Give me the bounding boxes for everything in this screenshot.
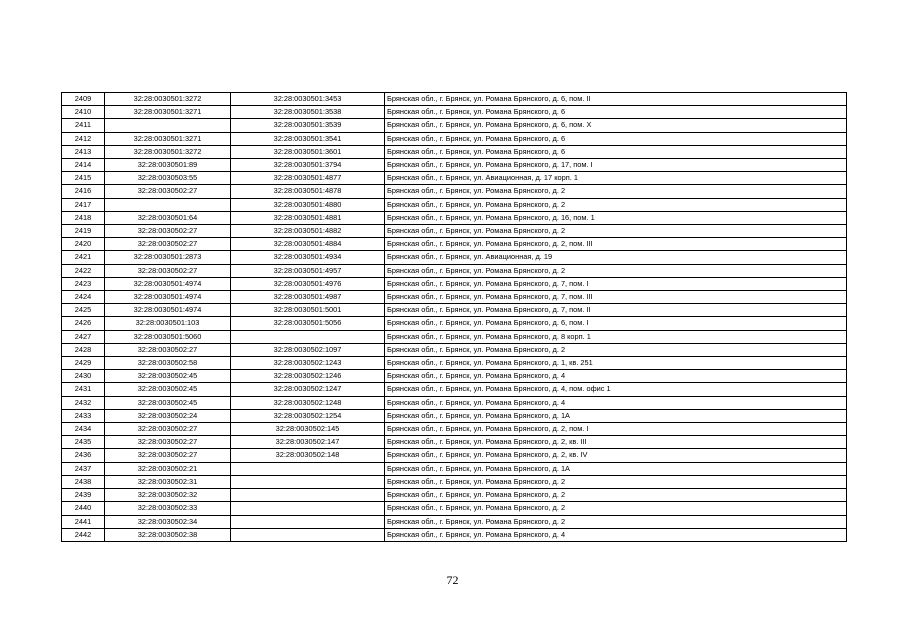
address-cell: Брянская обл., г. Брянск, ул. Романа Брянского, д. 1А — [385, 462, 847, 475]
row-number-cell: 2419 — [62, 225, 105, 238]
object-number-cell: 32:28:0030501:3539 — [231, 119, 385, 132]
table-row — [62, 238, 847, 251]
object-number-cell: 32:28:0030501:4880 — [231, 198, 385, 211]
row-number-cell: 2420 — [62, 238, 105, 251]
object-number-cell: 32:28:0030502:1243 — [231, 357, 385, 370]
row-number-cell: 2421 — [62, 251, 105, 264]
object-number-cell: 32:28:0030502:1254 — [231, 409, 385, 422]
address-cell: Брянская обл., г. Брянск, ул. Романа Брянского, д. 7, пом. II — [385, 304, 847, 317]
row-number-cell: 2428 — [62, 343, 105, 356]
row-number-cell: 2423 — [62, 277, 105, 290]
row-number-cell: 2427 — [62, 330, 105, 343]
address-cell: Брянская обл., г. Брянск, ул. Романа Брянского, д. 7, пом. I — [385, 277, 847, 290]
parcel-number-cell: 32:28:0030501:3271 — [105, 106, 231, 119]
parcel-number-cell: 32:28:0030501:3272 — [105, 93, 231, 106]
object-number-cell: 32:28:0030501:4878 — [231, 185, 385, 198]
table-row — [62, 489, 847, 502]
table-row — [62, 357, 847, 370]
row-number-cell: 2432 — [62, 396, 105, 409]
object-number-cell: 32:28:0030502:147 — [231, 436, 385, 449]
address-cell: Брянская обл., г. Брянск, ул. Романа Брянского, д. 6, пом. II — [385, 93, 847, 106]
row-number-cell: 2435 — [62, 436, 105, 449]
table-row — [62, 317, 847, 330]
object-number-cell: 32:28:0030501:4976 — [231, 277, 385, 290]
object-number-cell: 32:28:0030502:1097 — [231, 343, 385, 356]
row-number-cell: 2417 — [62, 198, 105, 211]
table-row — [62, 370, 847, 383]
address-cell: Брянская обл., г. Брянск, ул. Романа Брянского, д. 4 — [385, 396, 847, 409]
table-row — [62, 277, 847, 290]
parcel-number-cell: 32:28:0030502:58 — [105, 357, 231, 370]
address-cell: Брянская обл., г. Брянск, ул. Авиационная, д. 17 корп. 1 — [385, 172, 847, 185]
parcel-number-cell: 32:28:0030501:3272 — [105, 145, 231, 158]
parcel-number-cell: 32:28:0030502:27 — [105, 423, 231, 436]
table-row — [62, 502, 847, 515]
row-number-cell: 2414 — [62, 159, 105, 172]
table-row — [62, 145, 847, 158]
address-cell: Брянская обл., г. Брянск, ул. Романа Брянского, д. 6 — [385, 145, 847, 158]
row-number-cell: 2433 — [62, 409, 105, 422]
table-row — [62, 396, 847, 409]
object-number-cell — [231, 515, 385, 528]
object-number-cell — [231, 330, 385, 343]
parcel-number-cell: 32:28:0030502:38 — [105, 528, 231, 541]
parcel-number-cell: 32:28:0030501:4974 — [105, 277, 231, 290]
table-row — [62, 251, 847, 264]
row-number-cell: 2429 — [62, 357, 105, 370]
row-number-cell: 2441 — [62, 515, 105, 528]
object-number-cell: 32:28:0030501:3601 — [231, 145, 385, 158]
parcel-number-cell: 32:28:0030502:27 — [105, 436, 231, 449]
table-row — [62, 409, 847, 422]
address-cell: Брянская обл., г. Брянск, ул. Романа Брянского, д. 6 — [385, 106, 847, 119]
address-cell: Брянская обл., г. Брянск, ул. Романа Брянского, д. 16, пом. 1 — [385, 211, 847, 224]
table-row — [62, 528, 847, 541]
address-cell: Брянская обл., г. Брянск, ул. Романа Брянского, д. 2, пом. III — [385, 238, 847, 251]
row-number-cell: 2434 — [62, 423, 105, 436]
address-cell: Брянская обл., г. Брянск, ул. Романа Брянского, д. 6, пом. I — [385, 317, 847, 330]
parcel-number-cell: 32:28:0030502:31 — [105, 475, 231, 488]
object-number-cell: 32:28:0030502:1247 — [231, 383, 385, 396]
object-number-cell — [231, 502, 385, 515]
address-cell: Брянская обл., г. Брянск, ул. Романа Брянского, д. 2 — [385, 515, 847, 528]
row-number-cell: 2438 — [62, 475, 105, 488]
address-cell: Брянская обл., г. Брянск, ул. Романа Брянского, д. 7, пом. III — [385, 291, 847, 304]
object-number-cell: 32:28:0030502:1248 — [231, 396, 385, 409]
parcel-number-cell: 32:28:0030502:27 — [105, 225, 231, 238]
object-number-cell: 32:28:0030501:3538 — [231, 106, 385, 119]
parcel-number-cell: 32:28:0030502:27 — [105, 449, 231, 462]
parcel-number-cell: 32:28:0030502:45 — [105, 370, 231, 383]
table-body — [62, 93, 847, 542]
row-number-cell: 2431 — [62, 383, 105, 396]
address-cell: Брянская обл., г. Брянск, ул. Романа Брянского, д. 4 — [385, 370, 847, 383]
row-number-cell: 2439 — [62, 489, 105, 502]
address-cell: Брянская обл., г. Брянск, ул. Романа Брянского, д. 2, пом. I — [385, 423, 847, 436]
object-number-cell: 32:28:0030501:4881 — [231, 211, 385, 224]
parcel-number-cell: 32:28:0030502:45 — [105, 383, 231, 396]
object-number-cell: 32:28:0030502:1246 — [231, 370, 385, 383]
object-number-cell: 32:28:0030501:3453 — [231, 93, 385, 106]
object-number-cell: 32:28:0030501:5056 — [231, 317, 385, 330]
object-number-cell: 32:28:0030501:4934 — [231, 251, 385, 264]
address-cell: Брянская обл., г. Брянск, ул. Романа Брянского, д. 2 — [385, 198, 847, 211]
table-row — [62, 172, 847, 185]
object-number-cell: 32:28:0030501:4884 — [231, 238, 385, 251]
row-number-cell: 2440 — [62, 502, 105, 515]
object-number-cell: 32:28:0030501:3794 — [231, 159, 385, 172]
row-number-cell: 2430 — [62, 370, 105, 383]
address-cell: Брянская обл., г. Брянск, ул. Романа Брянского, д. 2 — [385, 502, 847, 515]
address-cell: Брянская обл., г. Брянск, ул. Романа Брянского, д. 6, пом. X — [385, 119, 847, 132]
address-cell: Брянская обл., г. Брянск, ул. Романа Брянского, д. 2, кв. IV — [385, 449, 847, 462]
parcel-number-cell: 32:28:0030501:4974 — [105, 291, 231, 304]
parcel-number-cell: 32:28:0030501:2873 — [105, 251, 231, 264]
row-number-cell: 2412 — [62, 132, 105, 145]
table-row — [62, 185, 847, 198]
table-row — [62, 383, 847, 396]
address-cell: Брянская обл., г. Брянск, ул. Романа Брянского, д. 2 — [385, 489, 847, 502]
object-number-cell — [231, 489, 385, 502]
table-row — [62, 291, 847, 304]
table-row — [62, 436, 847, 449]
address-cell: Брянская обл., г. Брянск, ул. Романа Брянского, д. 2 — [385, 475, 847, 488]
address-cell: Брянская обл., г. Брянск, ул. Романа Брянского, д. 2 — [385, 343, 847, 356]
object-number-cell: 32:28:0030502:148 — [231, 449, 385, 462]
parcel-number-cell: 32:28:0030502:27 — [105, 264, 231, 277]
row-number-cell: 2426 — [62, 317, 105, 330]
object-number-cell: 32:28:0030501:3541 — [231, 132, 385, 145]
object-number-cell: 32:28:0030501:4877 — [231, 172, 385, 185]
parcel-number-cell: 32:28:0030501:64 — [105, 211, 231, 224]
address-cell: Брянская обл., г. Брянск, ул. Романа Брянского, д. 1, кв. 251 — [385, 357, 847, 370]
table-row — [62, 106, 847, 119]
parcel-number-cell: 32:28:0030501:103 — [105, 317, 231, 330]
parcel-number-cell: 32:28:0030502:21 — [105, 462, 231, 475]
address-cell: Брянская обл., г. Брянск, ул. Романа Брянского, д. 2 — [385, 225, 847, 238]
parcel-number-cell: 32:28:0030501:89 — [105, 159, 231, 172]
row-number-cell: 2436 — [62, 449, 105, 462]
address-cell: Брянская обл., г. Брянск, ул. Романа Брянского, д. 2 — [385, 185, 847, 198]
table-row — [62, 330, 847, 343]
row-number-cell: 2410 — [62, 106, 105, 119]
table-row — [62, 198, 847, 211]
table-row — [62, 304, 847, 317]
parcel-number-cell: 32:28:0030502:32 — [105, 489, 231, 502]
object-number-cell: 32:28:0030501:4882 — [231, 225, 385, 238]
row-number-cell: 2425 — [62, 304, 105, 317]
object-number-cell: 32:28:0030501:4957 — [231, 264, 385, 277]
parcel-number-cell: 32:28:0030502:45 — [105, 396, 231, 409]
address-cell: Брянская обл., г. Брянск, ул. Романа Брянского, д. 17, пом. I — [385, 159, 847, 172]
table-row — [62, 462, 847, 475]
object-number-cell: 32:28:0030501:5001 — [231, 304, 385, 317]
row-number-cell: 2416 — [62, 185, 105, 198]
address-cell: Брянская обл., г. Брянск, ул. Романа Брянского, д. 2, кв. III — [385, 436, 847, 449]
parcel-number-cell: 32:28:0030501:5060 — [105, 330, 231, 343]
object-number-cell: 32:28:0030502:145 — [231, 423, 385, 436]
address-cell: Брянская обл., г. Брянск, ул. Романа Брянского, д. 2 — [385, 264, 847, 277]
table-row — [62, 93, 847, 106]
address-cell: Брянская обл., г. Брянск, ул. Романа Брянского, д. 8 корп. 1 — [385, 330, 847, 343]
table-row — [62, 264, 847, 277]
object-number-cell — [231, 475, 385, 488]
table-row — [62, 423, 847, 436]
row-number-cell: 2422 — [62, 264, 105, 277]
row-number-cell: 2424 — [62, 291, 105, 304]
table-row — [62, 343, 847, 356]
row-number-cell: 2437 — [62, 462, 105, 475]
parcel-number-cell: 32:28:0030502:34 — [105, 515, 231, 528]
table-row — [62, 225, 847, 238]
parcel-number-cell — [105, 119, 231, 132]
address-cell: Брянская обл., г. Брянск, ул. Романа Брянского, д. 4 — [385, 528, 847, 541]
parcel-number-cell: 32:28:0030501:4974 — [105, 304, 231, 317]
parcel-number-cell — [105, 198, 231, 211]
parcel-number-cell: 32:28:0030501:3271 — [105, 132, 231, 145]
object-number-cell — [231, 462, 385, 475]
table-row — [62, 449, 847, 462]
row-number-cell: 2442 — [62, 528, 105, 541]
table-row — [62, 211, 847, 224]
row-number-cell: 2418 — [62, 211, 105, 224]
parcel-number-cell: 32:28:0030502:27 — [105, 238, 231, 251]
object-number-cell: 32:28:0030501:4987 — [231, 291, 385, 304]
object-number-cell — [231, 528, 385, 541]
table-row — [62, 119, 847, 132]
address-cell: Брянская обл., г. Брянск, ул. Романа Брянского, д. 6 — [385, 132, 847, 145]
address-cell: Брянская обл., г. Брянск, ул. Авиационная, д. 19 — [385, 251, 847, 264]
parcel-number-cell: 32:28:0030502:24 — [105, 409, 231, 422]
table-row — [62, 475, 847, 488]
table-row — [62, 132, 847, 145]
page-number: 72 — [446, 573, 459, 587]
row-number-cell: 2415 — [62, 172, 105, 185]
parcel-number-cell: 32:28:0030502:33 — [105, 502, 231, 515]
address-cell: Брянская обл., г. Брянск, ул. Романа Брянского, д. 1А — [385, 409, 847, 422]
row-number-cell: 2409 — [62, 93, 105, 106]
table-row — [62, 515, 847, 528]
parcel-number-cell: 32:28:0030503:55 — [105, 172, 231, 185]
parcel-number-cell: 32:28:0030502:27 — [105, 185, 231, 198]
cadastral-table — [61, 92, 847, 542]
parcel-number-cell: 32:28:0030502:27 — [105, 343, 231, 356]
row-number-cell: 2413 — [62, 145, 105, 158]
row-number-cell: 2411 — [62, 119, 105, 132]
table-row — [62, 159, 847, 172]
address-cell: Брянская обл., г. Брянск, ул. Романа Брянского, д. 4, пом. офис 1 — [385, 383, 847, 396]
